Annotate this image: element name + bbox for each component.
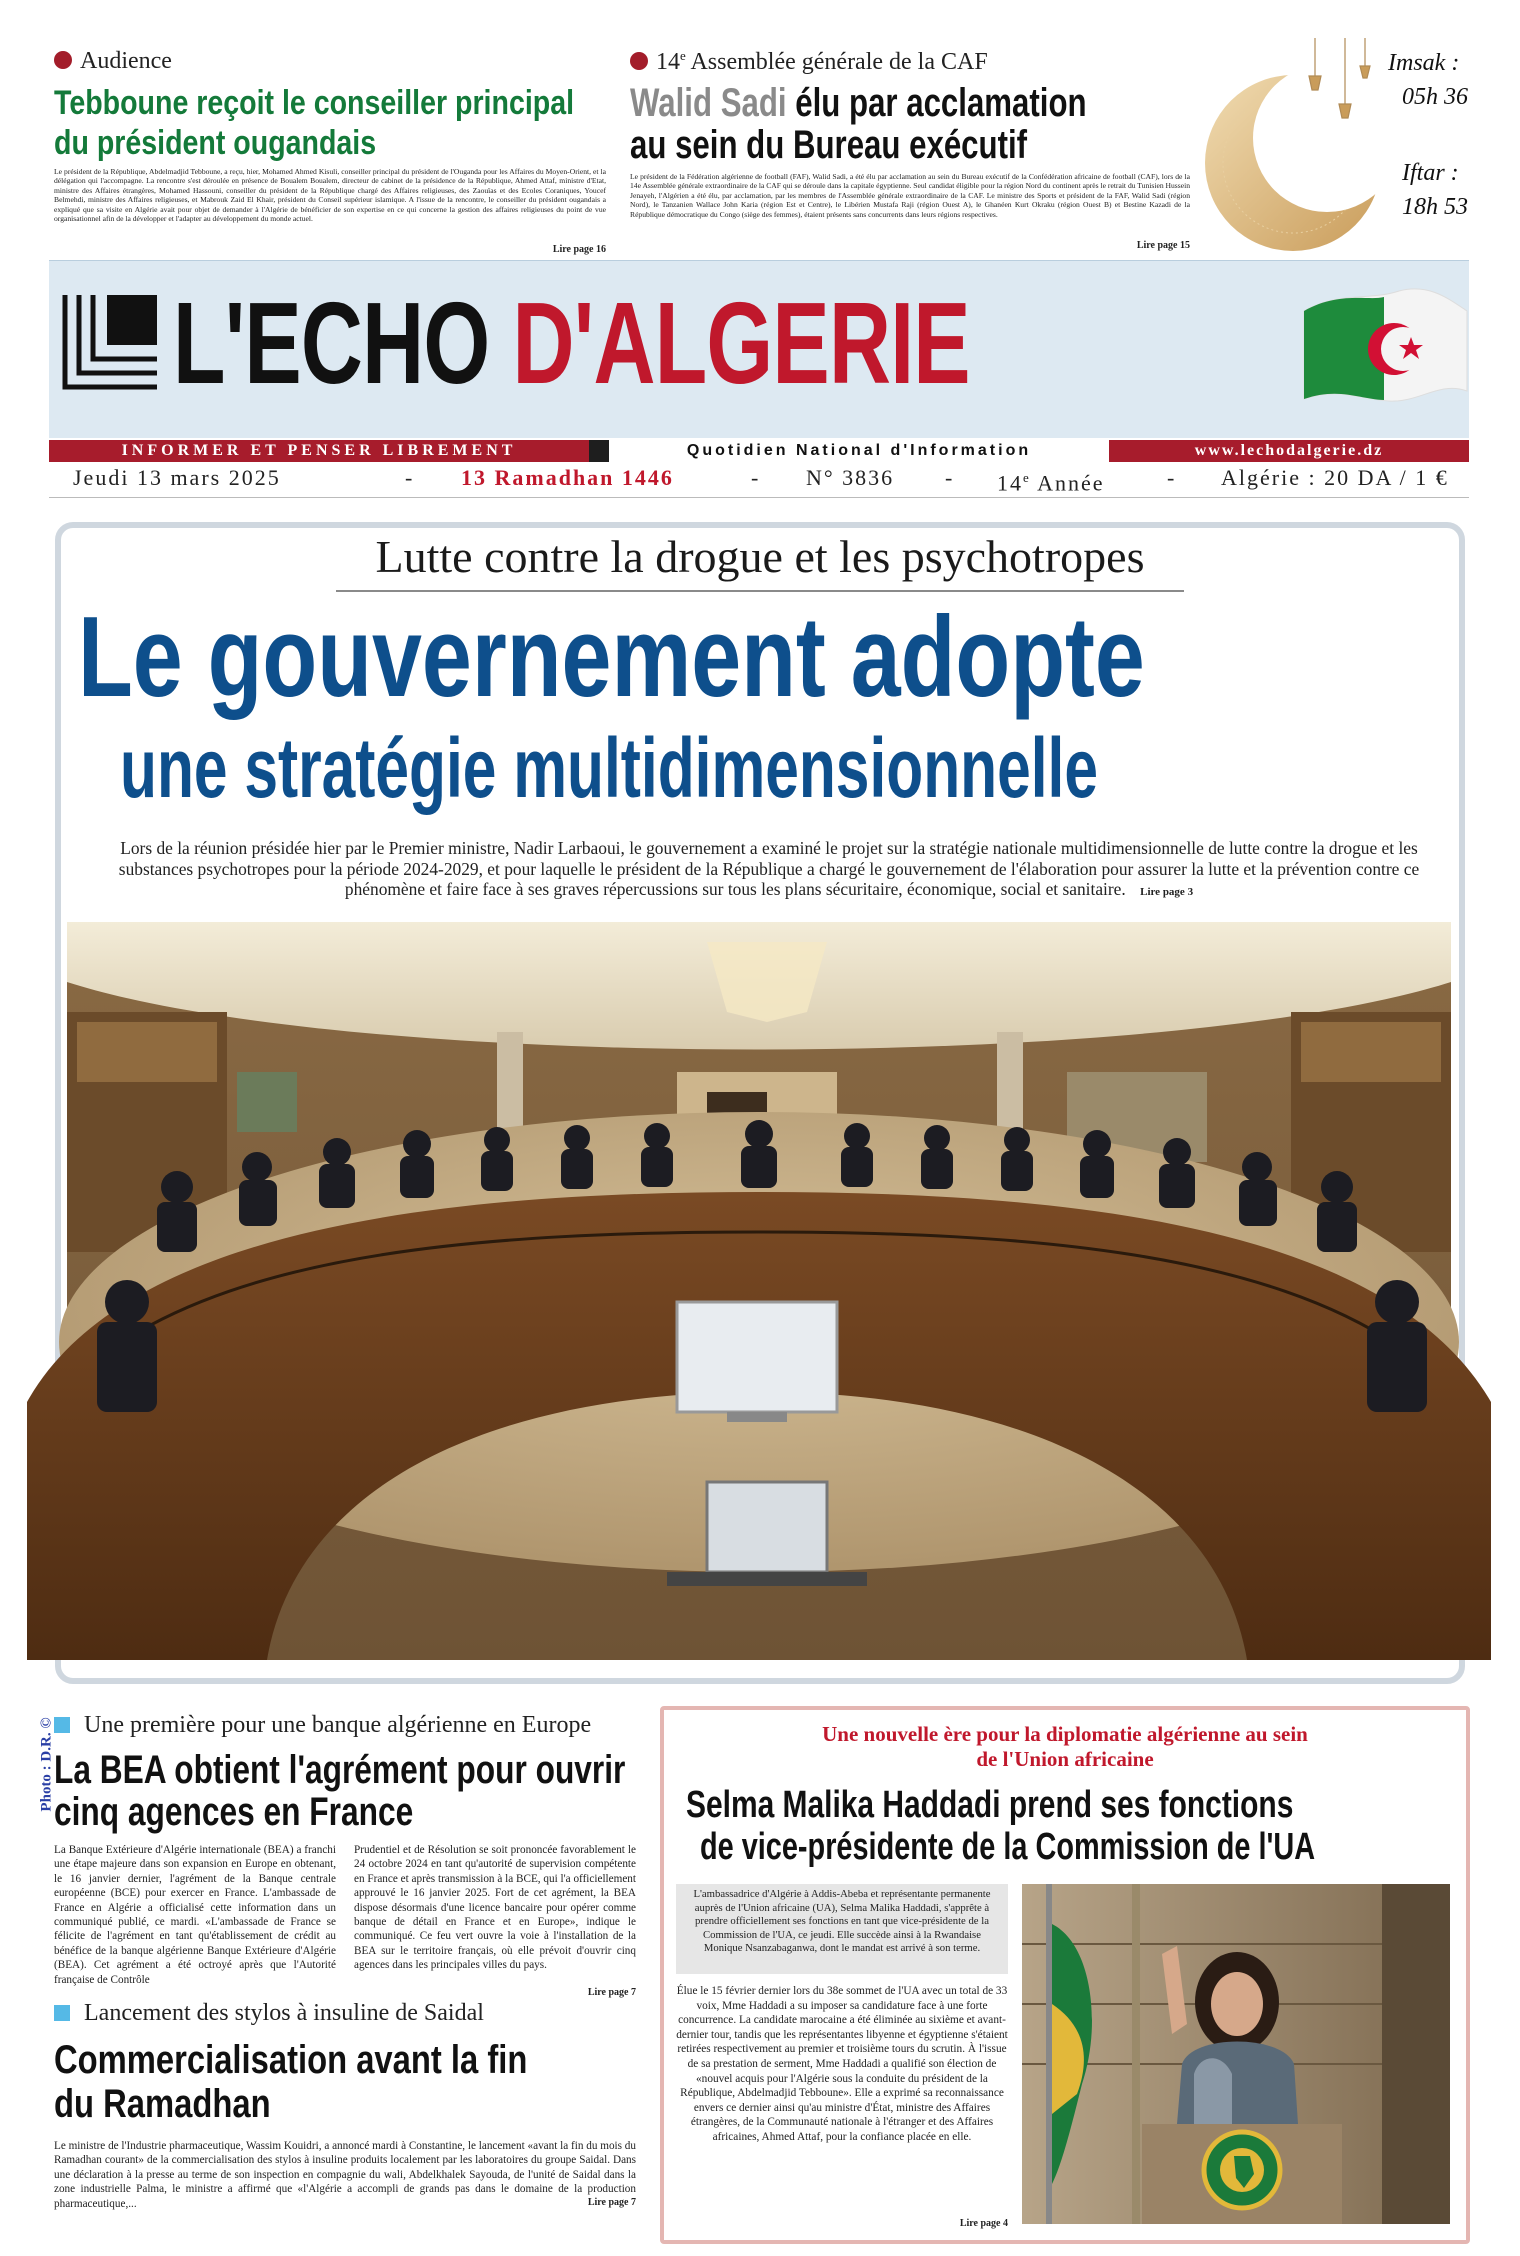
haddadi-oath-photo xyxy=(1022,1884,1450,2224)
lead-headline-line-1: Le gouvernement adopte xyxy=(78,594,1145,721)
ua-kicker xyxy=(664,1722,1466,1772)
audience-kicker: Audience xyxy=(54,48,606,75)
photo-credit: Photo : D.R. © xyxy=(38,1717,55,1812)
logo-squares-icon xyxy=(61,291,161,391)
iftar-time: 18h 53 xyxy=(1402,194,1468,220)
ramadan-box xyxy=(1205,38,1490,263)
bullet-dot-icon xyxy=(630,52,648,70)
government-meeting-photo xyxy=(67,922,1451,1660)
lead-photo xyxy=(67,922,1451,1660)
issue-number: N° 3836 xyxy=(806,465,895,490)
issue-price: Algérie : 20 DA / 1 € xyxy=(1221,465,1449,490)
ua-kicker-line-1: Une nouvelle ère pour la diplomatie algérienne au sein xyxy=(822,1722,1308,1746)
saidal-lire-link[interactable]: Lire page 7 xyxy=(587,2197,636,2208)
saidal-article[interactable] xyxy=(54,2000,636,2240)
ua-headline-line-2: de vice-présidente de la Commission de l'UA xyxy=(700,1826,1316,1868)
iftar-label: Iftar : xyxy=(1402,160,1459,186)
ua-photo xyxy=(1022,1884,1450,2224)
caf-headline-line-2: au sein du Bureau exécutif xyxy=(630,123,1028,167)
caf-body: Le président de la Fédération algérienne de football (FAF), Walid Sadi, a été élu par acclamation au sein du Bureau exécutif de la Confédération africaine de football (CAF), lors de la 14e Assemblée générale extraordinaire de la CAF qui se déroule dans la capitale égyptienne. Seul candidat éligible pour la région Nord du continent après le retrait du Tunisien Hussein Jenayeh, l'Algérien a été élu, par acclamation, par les membres de l'Assemblée générale extraordinaire de la CAF. Le ministre des Sports et président de la FAF, Walid Sadi (région Nord), le Tanzanien Wallace John Karia (région Est et Centre), le Libérien Mustafa Raji (région Ouest A), le Ghanéen Kurt Okraku (région Ouest B) et Bestine Kazadi de la République démocratique du Congo (siège des femmes), étaient présents sans concurrents dans leurs régions respectives. xyxy=(630,172,1190,219)
algerian-flag-icon xyxy=(1299,281,1469,411)
saidal-headline-line-2: du Ramadhan xyxy=(54,2082,271,2126)
ua-lire-link[interactable]: Lire page 4 xyxy=(959,2218,1008,2229)
bea-article[interactable] xyxy=(54,1712,636,2002)
issue-year: 14e Année xyxy=(997,470,1105,496)
masthead xyxy=(49,260,1469,438)
caf-headline-line-1: Walid Sadi élu par acclamation xyxy=(630,81,1087,125)
bea-headline-line-1: La BEA obtient l'agrément pour ouvrir xyxy=(54,1748,626,1792)
caf-kicker: 14e Assemblée générale de la CAF xyxy=(630,48,1190,76)
lead-body: Lors de la réunion présidée hier par le Premier ministre, Nadir Larbaoui, le gouvernement a examiné le projet sur la stratégie nationale multidimensionnelle de lutte contre la drogue et les substances psychotropes pour la période 2024-2029, et pour laquelle le président de la République a chargé le gouvernement de l'élaboration pour assurer la lutte et la prévention contre ce phénomène et faire face à ses graves répercussions sur tous les plans sécuritaire, économique, social et sanitaire. Lire page 3 xyxy=(118,838,1420,899)
ua-headline-line-2-wrap xyxy=(700,1826,1500,1868)
imsak-label: Imsak : xyxy=(1388,50,1460,76)
bea-kicker: Une première pour une banque algérienne en Europe xyxy=(54,1712,636,1739)
dateline: Jeudi 13 mars 2025 - 13 Ramadhan 1446 - N° 3836 - 14e Année - Algérie : 20 DA / 1 € xyxy=(49,462,1469,498)
audience-teaser[interactable] xyxy=(54,48,606,253)
crescent-moon-icon xyxy=(1205,38,1385,258)
masthead-title-echo: L'ECHO xyxy=(173,278,490,408)
audience-headline-line-1: Tebboune reçoit le conseiller principal xyxy=(54,84,575,122)
saidal-kicker: Lancement des stylos à insuline de Saidal xyxy=(54,2000,636,2027)
tagline-text: Quotidien National d'Information xyxy=(609,440,1109,462)
audience-lire-link[interactable]: Lire page 16 xyxy=(552,244,606,255)
ua-kicker-line-2: de l'Union africaine xyxy=(976,1747,1154,1771)
bullet-square-icon xyxy=(54,1717,70,1733)
lead-headline-line-2: une stratégie multidimensionnelle xyxy=(120,721,1098,815)
bullet-square-icon xyxy=(54,2005,70,2021)
slogan-bar xyxy=(49,440,1469,462)
lead-kicker: Lutte contre la drogue et les psychotropes xyxy=(375,531,1145,582)
lead-lire-link[interactable]: Lire page 3 xyxy=(1140,886,1194,898)
bullet-dot-icon xyxy=(54,51,72,69)
ua-headline-line-1: Selma Malika Haddadi prend ses fonctions xyxy=(686,1784,1294,1826)
bea-headline-line-2: cinq agences en France xyxy=(54,1790,414,1834)
audience-headline-line-2: du président ougandais xyxy=(54,124,377,162)
audience-body: Le président de la République, Abdelmadjid Tebboune, a reçu, hier, Mohamed Ahmed Kisuli, conseiller principal du président de l'Ouganda pour les Affaires du Moyen-Orient, et la délégation qui l'accompagne. La rencontre s'est déroulée en présence de Boualem Boualem, directeur de cabinet de la présidence de la République, Ahmed Attaf, ministre d'Etat, ministre des Affaires étrangères, Mohamed Hassouni, conseiller du président de la République chargé des Affaires religieuses, des Zaouïas et des Ecoles Coraniques, Youcef Belmehdi, ministre des Affaires religieuses, et Mabrouk Zaid El Khair, président du Conseil supérieur islamique. A l'issue de la rencontre, le conseiller du président ougandais a expliqué que sa visite en Algérie avait pour objet de demander à l'Algérie de bénéficier de son expertise en ce qui concerne la gestion des affaires religieuses du point de vue organisationnel afin de la développer et l'adapter au développement du monde actuel. xyxy=(54,167,606,224)
saidal-headline-line-1: Commercialisation avant la fin xyxy=(54,2038,528,2082)
masthead-title xyxy=(173,278,1250,408)
caf-lire-link[interactable]: Lire page 15 xyxy=(1136,240,1190,251)
lead-headline-line-2-wrap xyxy=(120,720,1520,816)
issue-date: Jeudi 13 mars 2025 xyxy=(73,465,281,490)
bea-column-1: La Banque Extérieure d'Algérie internationale (BEA) a franchi une étape majeure dans son expansion en Europe en obtenant, le 16 janvier dernier, l'agrément de la Banque centrale européenne (BCE) pour exercer en France. L'ambassade de France en Algérie a officialisé cette information dans un communiqué publié, ce mardi. «L'ambassade de France se félicite de l'agrément en tant qu'établissement de crédit au bénéfice de la banque algérienne Banque Extérieure d'Algérie (BEA). Cet agrément a été octroyé après que l'Autorité française de Contrôle xyxy=(54,1844,336,1986)
caf-headline-name: Walid Sadi xyxy=(630,81,787,125)
masthead-title-algerie: D'ALGERIE xyxy=(512,278,970,408)
hijri-date: 13 Ramadhan 1446 xyxy=(461,465,674,490)
ua-headline-line-1-wrap xyxy=(686,1784,1486,1826)
bea-column-2: Prudentiel et de Résolution se soit prononcée favorablement le 24 octobre 2024 en tant qu'autorité de supervision compétente en France et après transmission à la BCE, qui l'a officiellement approuvé le 16 janvier 2025. Fort de cet agrément, la BEA dispose désormais d'une licence bancaire pour opérer comme banque de détail en France et en Europe», indique le communiqué. Ce feu vert ouvre la voie à l'installation de la BEA sur le territoire français, où elle prévoit d'ouvrir cinq agences dans les principales villes du pays. Lire page 7 xyxy=(354,1844,636,1998)
imsak-time: 05h 36 xyxy=(1402,84,1468,110)
saidal-body: Le ministre de l'Industrie pharmaceutique, Wassim Kouidri, a annoncé mardi à Constantine, le lancement «avant la fin du mois du Ramadhan courant» de la commercialisation des stylos à insuline produits localement par les laboratoires du groupe Saidal. Dans une déclaration à la presse au terme de son inspection en compagnie du wali, Abdelkhalek Sayouda, de l'unité de Saidal dans la zone industrielle Palma, le ministre a affirmé que «l'Algérie a accompli de grands pas dans le domaine de la production pharmaceutique,... xyxy=(54,2140,636,2210)
ua-intro: L'ambassadrice d'Algérie à Addis-Abeba et représentante permanente auprès de l'Union africaine (UA), Selma Malika Haddadi, s'apprête à prendre officiellement ses fonctions en tant que vice-présidente de la Commission de l'UA, ce jeudi. Elle succède ainsi à la Rwandaise Monique Nsanzabaganwa, dont le mandat est arrivé à son terme. xyxy=(676,1884,1008,1974)
website-link[interactable]: www.lechodalgerie.dz xyxy=(1109,440,1469,462)
slogan-text: INFORMER ET PENSER LIBREMENT xyxy=(49,440,589,462)
ua-body: Élue le 15 février dernier lors du 38e sommet de l'UA avec un total de 33 voix, Mme Haddadi a su imposer sa candidature face à une forte concurrence. La candidate marocaine a été éliminée au sixième et avant-dernier tour, tandis que les représentantes libyenne et égyptienne s'étaient retirées respectivement au premier et troisième tours du scrutin. À l'issue de sa prestation de serment, Mme Haddadi a qualifié son élection de «nouvel acquis pour l'Algérie sous la conduite du président de la République, Abdelmadjid Tebboune». Elle a exprimé sa reconnaissance envers ce dernier ainsi qu'au ministre d'État, ministre des Affaires étrangères, de la Communauté nationale à l'étranger et des Affaires africaines, Ahmed Attaf, pour la confiance placée en elle. Lire page 4 xyxy=(676,1985,1008,2229)
bea-lire-link[interactable]: Lire page 7 xyxy=(587,1987,636,1998)
caf-teaser[interactable] xyxy=(630,48,1190,253)
lead-headline-line-1-wrap xyxy=(78,594,1478,721)
lead-kicker-rule xyxy=(336,590,1184,592)
